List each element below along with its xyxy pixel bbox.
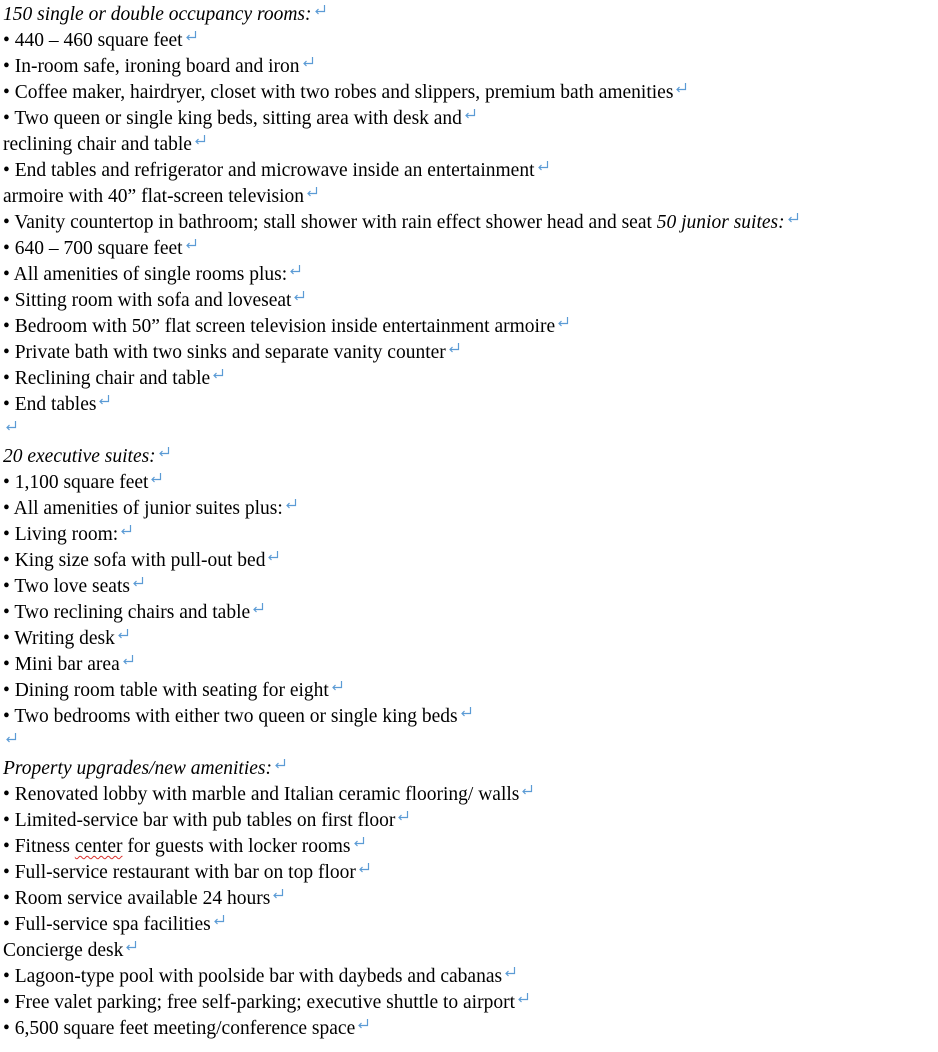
paragraph-mark-icon bbox=[121, 653, 135, 667]
line-text: • Mini bar area bbox=[3, 654, 120, 675]
paragraph-mark-icon bbox=[463, 107, 477, 121]
paragraph-line bbox=[3, 600, 935, 626]
spellcheck-flagged-word: center bbox=[74, 836, 123, 857]
paragraph-mark-icon bbox=[149, 471, 163, 485]
line-text: • 1,100 square feet bbox=[3, 472, 149, 493]
paragraph-line bbox=[3, 392, 935, 418]
paragraph-line bbox=[3, 106, 935, 132]
line-text: • Living room: bbox=[3, 524, 119, 545]
paragraph-mark-icon bbox=[292, 289, 306, 303]
paragraph-mark-icon bbox=[271, 887, 285, 901]
line-text: • Two queen or single king beds, sitting area with desk and bbox=[3, 108, 462, 129]
line-text: • All amenities of single rooms plus: bbox=[3, 264, 288, 285]
line-text: • Two bedrooms with either two queen or single king beds bbox=[3, 706, 458, 727]
paragraph-mark-icon bbox=[357, 861, 371, 875]
line-text: • Two reclining chairs and table bbox=[3, 602, 251, 623]
line-text: • Dining room table with seating for eight bbox=[3, 680, 329, 701]
line-text: Concierge desk bbox=[3, 940, 124, 961]
empty-paragraph bbox=[3, 730, 935, 756]
paragraph-line bbox=[3, 314, 935, 340]
paragraph-mark-icon bbox=[536, 159, 550, 173]
paragraph-line bbox=[3, 470, 935, 496]
paragraph-mark-icon bbox=[305, 185, 319, 199]
paragraph-mark-icon bbox=[459, 705, 473, 719]
inline-heading-text: 50 junior suites: bbox=[656, 212, 785, 233]
paragraph-line bbox=[3, 704, 935, 730]
line-text: • End tables and refrigerator and microwave inside an entertainment bbox=[3, 160, 535, 181]
line-text: • Fitness bbox=[3, 836, 75, 857]
paragraph-line bbox=[3, 886, 935, 912]
line-text: • 440 – 460 square feet bbox=[3, 30, 183, 51]
paragraph-mark-icon bbox=[786, 211, 800, 225]
paragraph-line bbox=[3, 522, 935, 548]
line-text: • In-room safe, ironing board and iron bbox=[3, 56, 300, 77]
line-text: • Renovated lobby with marble and Italian ceramic flooring/ walls bbox=[3, 784, 520, 805]
line-text: • Reclining chair and table bbox=[3, 368, 211, 389]
line-text: • Room service available 24 hours bbox=[3, 888, 271, 909]
paragraph-mark-icon bbox=[157, 445, 171, 459]
paragraph-mark-icon bbox=[273, 757, 287, 771]
line-text: • 6,500 square feet meeting/conference space bbox=[3, 1018, 356, 1039]
paragraph-line bbox=[3, 548, 935, 574]
heading-text: 150 single or double occupancy rooms: bbox=[3, 4, 312, 25]
line-text: • King size sofa with pull-out bed bbox=[3, 550, 266, 571]
line-text: • Full-service spa facilities bbox=[3, 914, 211, 935]
paragraph-line bbox=[3, 678, 935, 704]
paragraph-line bbox=[3, 288, 935, 314]
paragraph-line bbox=[3, 262, 935, 288]
paragraph-line bbox=[3, 54, 935, 80]
line-text: • Vanity countertop in bathroom; stall shower with rain effect shower head and seat bbox=[3, 212, 657, 233]
paragraph-mark-icon bbox=[313, 3, 327, 17]
line-text: • Writing desk bbox=[3, 628, 115, 649]
heading-text: 20 executive suites: bbox=[3, 446, 156, 467]
line-text: • Private bath with two sinks and separate vanity counter bbox=[3, 342, 446, 363]
paragraph-mark-icon bbox=[116, 627, 130, 641]
paragraph-line bbox=[3, 132, 935, 158]
paragraph-mark-icon bbox=[124, 939, 138, 953]
paragraph-line bbox=[3, 1016, 935, 1042]
line-text: reclining chair and table bbox=[3, 134, 192, 155]
paragraph-mark-icon bbox=[674, 81, 688, 95]
paragraph-mark-icon bbox=[184, 237, 198, 251]
line-text: • Bedroom with 50” flat screen television inside entertainment armoire bbox=[3, 316, 556, 337]
paragraph-mark-icon bbox=[352, 835, 366, 849]
line-text: • Sitting room with sofa and loveseat bbox=[3, 290, 292, 311]
paragraph-line bbox=[3, 860, 935, 886]
line-text: • End tables bbox=[3, 394, 97, 415]
paragraph-line bbox=[3, 782, 935, 808]
section-heading bbox=[3, 444, 935, 470]
paragraph-mark-icon bbox=[184, 29, 198, 43]
paragraph-mark-icon bbox=[556, 315, 570, 329]
heading-text: Property upgrades/new amenities: bbox=[3, 758, 272, 779]
paragraph-line bbox=[3, 340, 935, 366]
paragraph-mark-icon bbox=[447, 341, 461, 355]
section-heading bbox=[3, 2, 935, 28]
line-text: • Full-service restaurant with bar on top floor bbox=[3, 862, 356, 883]
paragraph-line bbox=[3, 366, 935, 392]
paragraph-mark-icon bbox=[266, 549, 280, 563]
paragraph-line bbox=[3, 912, 935, 938]
line-text: armoire with 40” flat-screen television bbox=[3, 186, 305, 207]
paragraph-line bbox=[3, 808, 935, 834]
line-text: for guests with locker rooms bbox=[122, 836, 351, 857]
line-text: • All amenities of junior suites plus: bbox=[3, 498, 283, 519]
paragraph-mark-icon bbox=[356, 1017, 370, 1031]
paragraph-mark-icon bbox=[301, 55, 315, 69]
paragraph-mark-icon bbox=[330, 679, 344, 693]
paragraph-line bbox=[3, 964, 935, 990]
paragraph-line bbox=[3, 626, 935, 652]
paragraph-mark-icon bbox=[131, 575, 145, 589]
paragraph-mark-icon bbox=[251, 601, 265, 615]
paragraph-line bbox=[3, 236, 935, 262]
line-text: • Two love seats bbox=[3, 576, 130, 597]
paragraph-line bbox=[3, 184, 935, 210]
paragraph-line bbox=[3, 28, 935, 54]
paragraph-line bbox=[3, 574, 935, 600]
paragraph-line bbox=[3, 652, 935, 678]
paragraph-mark-icon bbox=[211, 367, 225, 381]
paragraph-line bbox=[3, 990, 935, 1016]
line-text: • Coffee maker, hairdryer, closet with two robes and slippers, premium bath amenities bbox=[3, 82, 674, 103]
section-heading bbox=[3, 756, 935, 782]
paragraph-line bbox=[3, 158, 935, 184]
paragraph-mark-icon bbox=[119, 523, 133, 537]
paragraph-mark-icon bbox=[396, 809, 410, 823]
line-text: • Free valet parking; free self-parking; executive shuttle to airport bbox=[3, 992, 516, 1013]
paragraph-mark-icon bbox=[288, 263, 302, 277]
paragraph-line bbox=[3, 210, 935, 236]
empty-paragraph bbox=[3, 418, 935, 444]
paragraph-mark-icon bbox=[284, 497, 298, 511]
paragraph-mark-icon bbox=[4, 419, 18, 433]
paragraph-line bbox=[3, 496, 935, 522]
paragraph-mark-icon bbox=[503, 965, 517, 979]
paragraph-line bbox=[3, 938, 935, 964]
line-text: • Lagoon-type pool with poolside bar with daybeds and cabanas bbox=[3, 966, 503, 987]
paragraph-line bbox=[3, 834, 935, 860]
paragraph-line bbox=[3, 80, 935, 106]
line-text: • Limited-service bar with pub tables on first floor bbox=[3, 810, 396, 831]
paragraph-mark-icon bbox=[520, 783, 534, 797]
paragraph-mark-icon bbox=[4, 731, 18, 745]
paragraph-mark-icon bbox=[212, 913, 226, 927]
paragraph-mark-icon bbox=[193, 133, 207, 147]
paragraph-mark-icon bbox=[516, 991, 530, 1005]
document-body[interactable] bbox=[3, 2, 935, 1042]
paragraph-mark-icon bbox=[97, 393, 111, 407]
line-text: • 640 – 700 square feet bbox=[3, 238, 183, 259]
